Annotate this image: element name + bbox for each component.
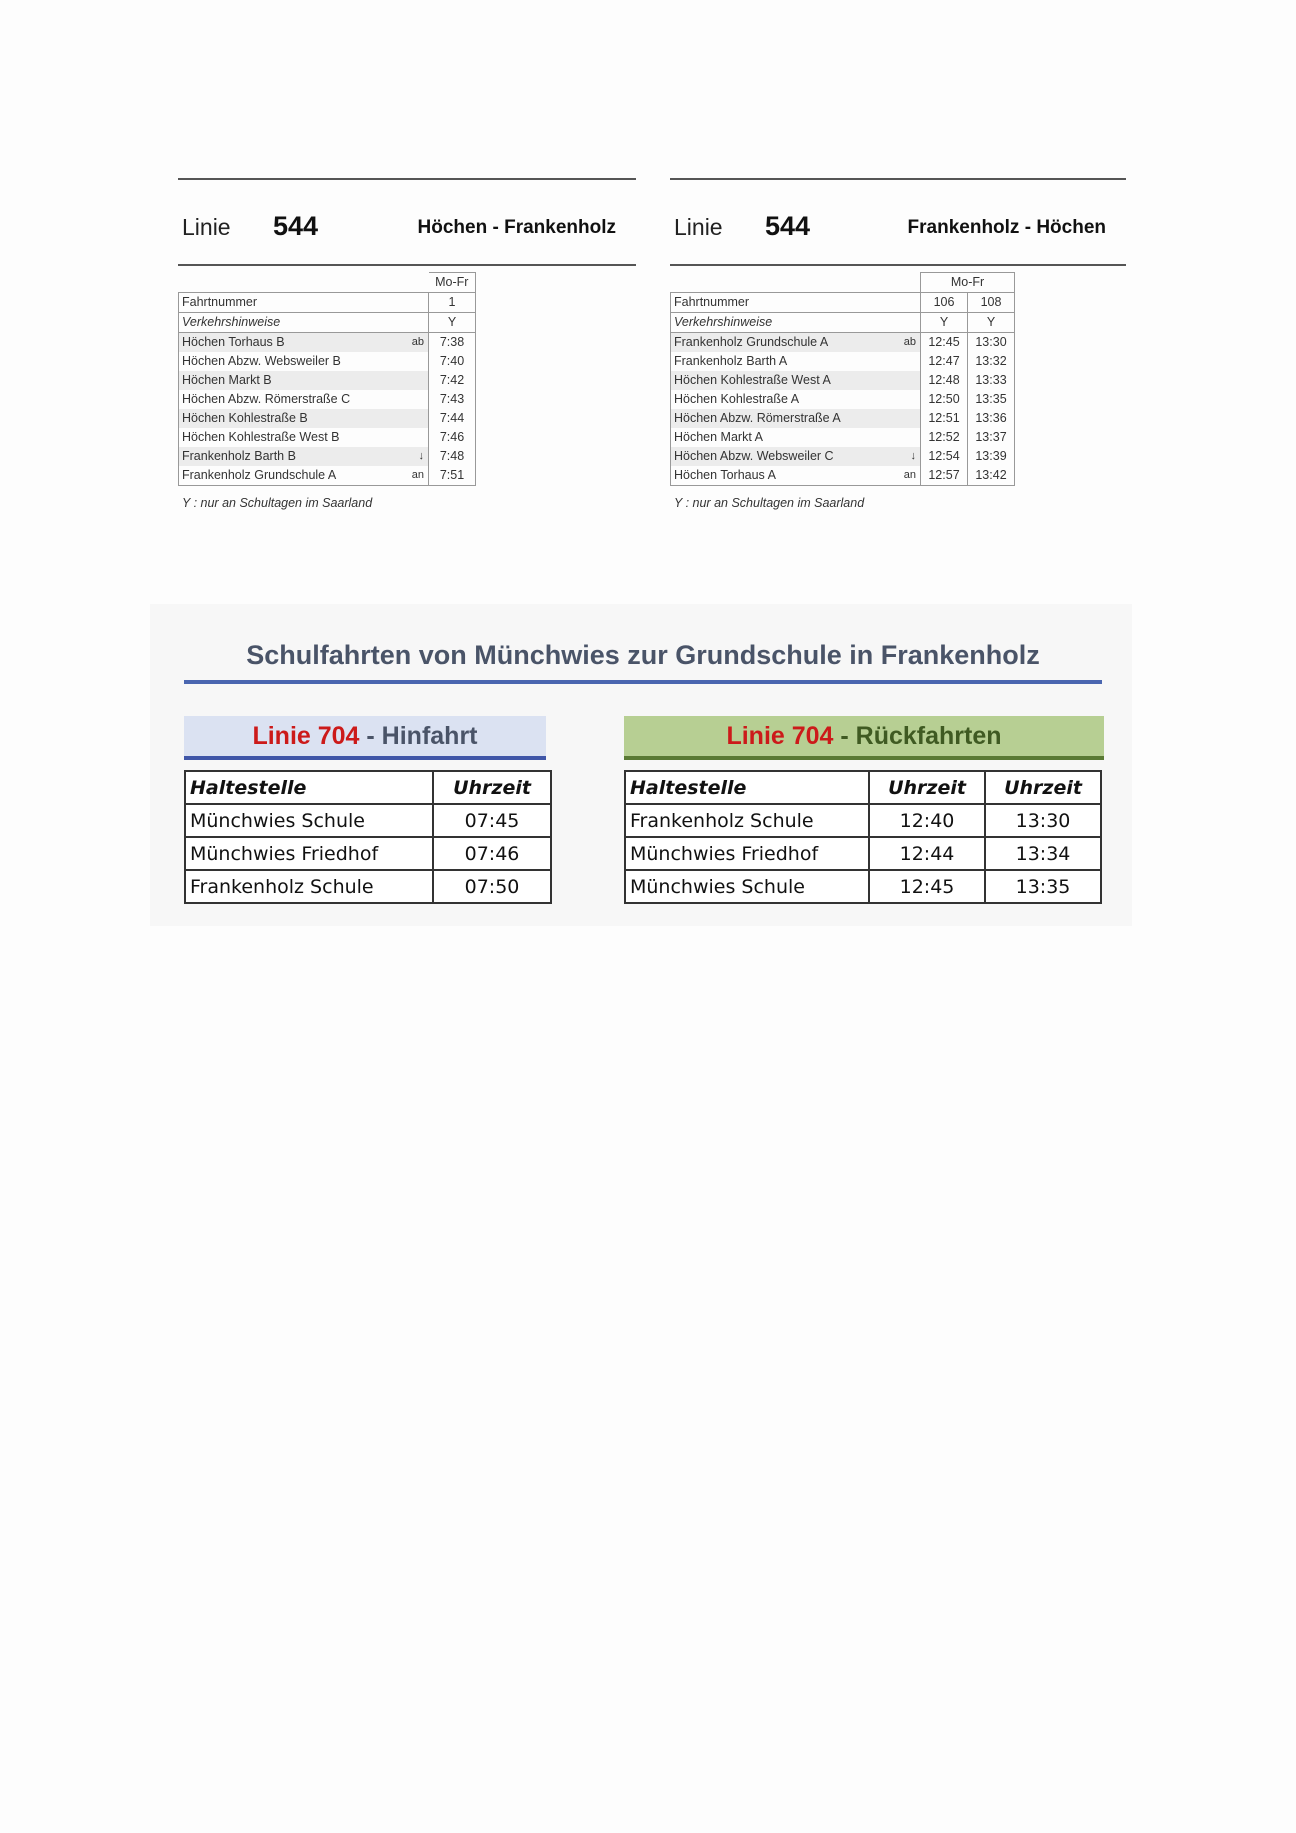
route-name: Höchen - Frankenholz	[417, 217, 616, 238]
table-row	[179, 466, 476, 486]
stop-mark: an	[407, 466, 429, 486]
timetable-header	[178, 180, 636, 264]
stop-mark	[899, 352, 921, 371]
stop-name: Höchen Abzw. Römerstraße A	[671, 409, 900, 428]
departure-time: 13:36	[968, 409, 1015, 428]
departure-time: 7:40	[429, 352, 476, 371]
stop-name: Münchwies Friedhof	[185, 837, 433, 870]
route-name: Frankenholz - Höchen	[907, 217, 1106, 238]
table-row	[625, 804, 1101, 837]
stop-name: Frankenholz Schule	[185, 870, 433, 903]
departure-time: 12:45	[921, 333, 968, 353]
stop-name: Höchen Markt A	[671, 428, 900, 447]
stop-name: Frankenholz Barth A	[671, 352, 900, 371]
footnote: Y : nur an Schultagen im Saarland	[182, 496, 373, 510]
departure-time: 7:48	[429, 447, 476, 466]
departure-time: 13:42	[968, 466, 1015, 486]
stop-mark	[407, 390, 429, 409]
timetable-header	[670, 180, 1126, 264]
stop-mark: an	[899, 466, 921, 486]
table-row	[185, 804, 551, 837]
down-arrow-icon: ↓	[899, 447, 921, 466]
fahrtnummer-label: Fahrtnummer	[179, 293, 408, 313]
table-row	[671, 352, 1015, 371]
table-row	[671, 447, 1015, 466]
stop-name: Münchwies Schule	[625, 870, 869, 903]
stop-name: Höchen Torhaus A	[671, 466, 900, 486]
hinweise-value: Y	[968, 313, 1015, 333]
departure-time: 12:47	[921, 352, 968, 371]
stop-name: Höchen Kohlestraße A	[671, 390, 900, 409]
fahrtnummer-label: Fahrtnummer	[671, 293, 900, 313]
stop-name: Frankenholz Schule	[625, 804, 869, 837]
stop-mark: ab	[407, 333, 429, 353]
departure-time: 12:52	[921, 428, 968, 447]
departure-time: 13:30	[968, 333, 1015, 353]
departure-time: 7:43	[429, 390, 476, 409]
down-arrow-icon: ↓	[407, 447, 429, 466]
table-row	[625, 870, 1101, 903]
footnote: Y : nur an Schultagen im Saarland	[674, 496, 865, 510]
departure-time: 7:38	[429, 333, 476, 353]
table-row	[185, 870, 551, 903]
section-title: Schulfahrten von Münchwies zur Grundschule in Frankenholz	[246, 640, 1040, 670]
stop-mark	[407, 428, 429, 447]
table-row	[179, 428, 476, 447]
days-header: Mo-Fr	[921, 273, 1015, 293]
stop-name: Höchen Torhaus B	[179, 333, 408, 353]
hinweise-label: Verkehrshinweise	[179, 313, 408, 333]
departure-time: 7:44	[429, 409, 476, 428]
hinweise-value: Y	[921, 313, 968, 333]
fahrtnummer-value: 108	[968, 293, 1015, 313]
stop-name: Höchen Abzw. Websweiler C	[671, 447, 900, 466]
fahrtnummer-value: 106	[921, 293, 968, 313]
direction-label: - Rückfahrten	[833, 722, 1002, 750]
stop-mark	[899, 371, 921, 390]
departure-time: 13:32	[968, 352, 1015, 371]
stop-mark: ab	[899, 333, 921, 353]
line-number: 544	[765, 211, 811, 241]
table-header-row	[185, 771, 551, 804]
time-cell: 07:46	[433, 837, 551, 870]
stop-mark	[407, 409, 429, 428]
departure-time: 7:46	[429, 428, 476, 447]
departure-time: 12:51	[921, 409, 968, 428]
line-label: Linie 704	[726, 722, 834, 750]
direction-label: - Hinfahrt	[359, 722, 478, 750]
timetable	[178, 272, 476, 486]
stop-mark	[899, 409, 921, 428]
stop-mark	[407, 352, 429, 371]
stop-mark	[407, 371, 429, 390]
departure-time: 7:51	[429, 466, 476, 486]
column-header: Uhrzeit	[985, 771, 1101, 804]
column-header: Haltestelle	[185, 771, 433, 804]
hinfahrt-banner	[184, 716, 546, 760]
column-header: Uhrzeit	[433, 771, 551, 804]
divider	[670, 264, 1126, 266]
stop-mark	[899, 390, 921, 409]
stop-name: Höchen Kohlestraße West A	[671, 371, 900, 390]
table-row	[671, 333, 1015, 353]
fahrtnummer-value: 1	[429, 293, 476, 313]
linie-label: Linie	[182, 214, 231, 240]
hinweise-value: Y	[429, 313, 476, 333]
departure-time: 12:54	[921, 447, 968, 466]
school-trips-section	[150, 604, 1132, 926]
stop-name: Frankenholz Barth B	[179, 447, 408, 466]
table-header-row	[625, 771, 1101, 804]
rueckfahrten-table	[624, 770, 1102, 904]
stop-name: Höchen Abzw. Websweiler B	[179, 352, 408, 371]
departure-time: 13:39	[968, 447, 1015, 466]
table-row	[179, 333, 476, 353]
stop-mark	[899, 428, 921, 447]
table-row	[179, 390, 476, 409]
departure-time: 12:57	[921, 466, 968, 486]
table-row	[179, 447, 476, 466]
stop-name: Höchen Kohlestraße West B	[179, 428, 408, 447]
table-row	[671, 409, 1015, 428]
divider	[178, 264, 636, 266]
time-cell: 12:45	[869, 870, 985, 903]
table-row	[179, 352, 476, 371]
departure-time: 12:50	[921, 390, 968, 409]
hinweise-label: Verkehrshinweise	[671, 313, 900, 333]
stop-name: Münchwies Friedhof	[625, 837, 869, 870]
timetable-544-hoechen-frankenholz	[178, 178, 636, 510]
rueckfahrten-banner	[624, 716, 1104, 760]
departure-time: 13:33	[968, 371, 1015, 390]
line-label: Linie 704	[252, 722, 360, 750]
linie-label: Linie	[674, 214, 723, 240]
time-cell: 07:45	[433, 804, 551, 837]
stop-name: Frankenholz Grundschule A	[671, 333, 900, 353]
time-cell: 13:34	[985, 837, 1101, 870]
departure-time: 7:42	[429, 371, 476, 390]
column-header: Uhrzeit	[869, 771, 985, 804]
days-header: Mo-Fr	[429, 273, 476, 293]
table-row	[185, 837, 551, 870]
time-cell: 12:44	[869, 837, 985, 870]
hinfahrt-table	[184, 770, 552, 904]
table-row	[625, 837, 1101, 870]
timetable	[670, 272, 1015, 486]
stop-name: Höchen Kohlestraße B	[179, 409, 408, 428]
stop-name: Frankenholz Grundschule A	[179, 466, 408, 486]
table-row	[671, 390, 1015, 409]
timetable-544-frankenholz-hoechen	[670, 178, 1126, 510]
departure-time: 13:35	[968, 390, 1015, 409]
departure-time: 12:48	[921, 371, 968, 390]
table-row	[671, 466, 1015, 486]
table-row	[671, 428, 1015, 447]
table-row	[671, 371, 1015, 390]
column-header: Haltestelle	[625, 771, 869, 804]
time-cell: 12:40	[869, 804, 985, 837]
time-cell: 13:30	[985, 804, 1101, 837]
table-row	[179, 409, 476, 428]
line-number: 544	[273, 211, 319, 241]
title-underline	[184, 680, 1102, 684]
time-cell: 13:35	[985, 870, 1101, 903]
stop-name: Höchen Abzw. Römerstraße C	[179, 390, 408, 409]
table-row	[179, 371, 476, 390]
stop-name: Münchwies Schule	[185, 804, 433, 837]
departure-time: 13:37	[968, 428, 1015, 447]
time-cell: 07:50	[433, 870, 551, 903]
stop-name: Höchen Markt B	[179, 371, 408, 390]
